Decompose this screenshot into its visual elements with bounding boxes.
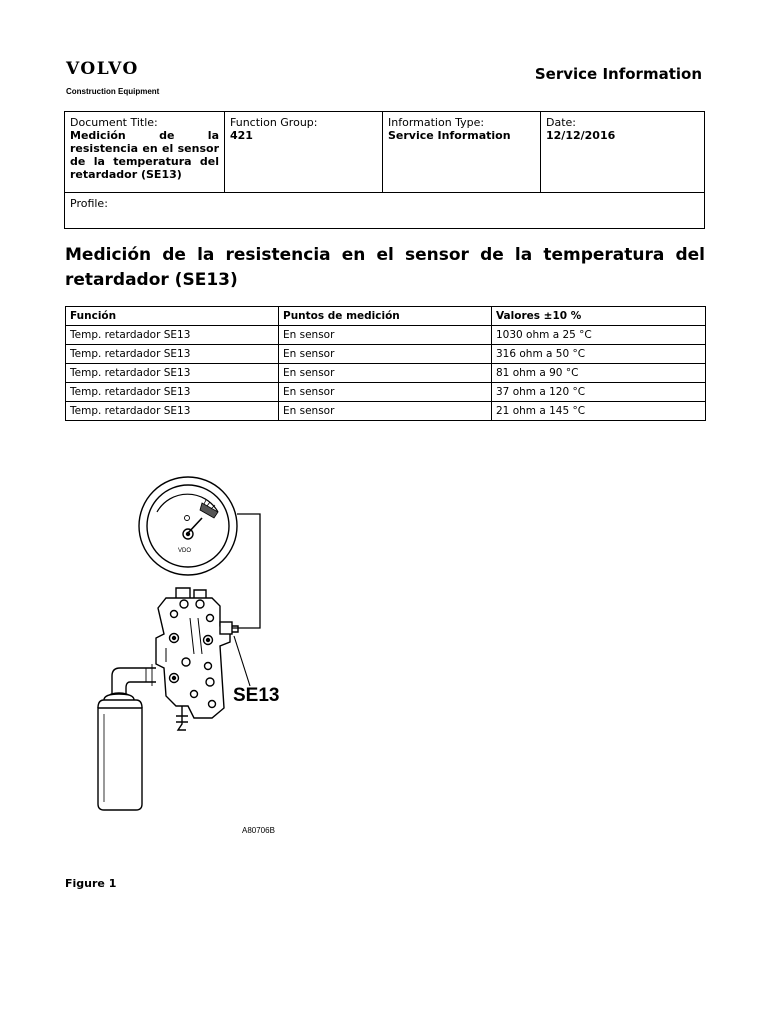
table-header-row [66, 307, 706, 326]
cell-measurement-point: En sensor [279, 402, 492, 421]
retarder-valve-block [156, 588, 238, 730]
profile-label: Profile: [70, 197, 108, 210]
document-metadata-table [64, 111, 705, 229]
cell-function: Temp. retardador SE13 [66, 345, 279, 364]
table-row [66, 345, 706, 364]
document-title-label: Document Title: [70, 116, 158, 129]
sensor-wire [230, 514, 260, 628]
date-value: 12/12/2016 [546, 129, 616, 142]
cell-measurement-point: En sensor [279, 383, 492, 402]
gauge-brand-label: VDO [178, 548, 192, 554]
temperature-gauge [139, 477, 237, 575]
date-label: Date: [546, 116, 576, 129]
cell-value: 81 ohm a 90 °C [492, 364, 706, 383]
cell-value: 37 ohm a 120 °C [492, 383, 706, 402]
date-cell [541, 112, 705, 193]
volvo-logo [66, 60, 176, 96]
information-type-label: Information Type: [388, 116, 485, 129]
measurement-table [65, 306, 706, 421]
cell-value: 21 ohm a 145 °C [492, 402, 706, 421]
table-row [66, 364, 706, 383]
information-type-cell [383, 112, 541, 193]
cell-function: Temp. retardador SE13 [66, 402, 279, 421]
cell-function: Temp. retardador SE13 [66, 364, 279, 383]
function-group-cell [225, 112, 383, 193]
information-type-value: Service Information [388, 129, 511, 142]
cell-value: 316 ohm a 50 °C [492, 345, 706, 364]
sensor-leader-line [234, 636, 250, 686]
figure-caption: Figure 1 [65, 877, 117, 890]
cell-function: Temp. retardador SE13 [66, 326, 279, 345]
table-row [66, 383, 706, 402]
column-header-measurement-points: Puntos de medición [279, 307, 492, 326]
cell-function: Temp. retardador SE13 [66, 383, 279, 402]
cell-measurement-point: En sensor [279, 326, 492, 345]
header-title: Service Information [534, 65, 702, 83]
sensor-callout-label: SE13 [233, 685, 280, 706]
function-group-label: Function Group: [230, 116, 318, 129]
function-group-value: 421 [230, 129, 253, 142]
cell-value: 1030 ohm a 25 °C [492, 326, 706, 345]
page-title: Medición de la resistencia en el sensor de la temperatura del retardador (SE13) [65, 245, 705, 290]
cell-measurement-point: En sensor [279, 364, 492, 383]
document-title-value: Medición de la resistencia en el sensor de la temperatura del retardador (SE13) [70, 129, 219, 181]
logo-wordmark: VOLVO [66, 59, 139, 79]
document-title-cell [65, 112, 225, 193]
figure-image-code: A80706B [242, 826, 275, 835]
logo-subtitle: Construction Equipment [66, 87, 160, 96]
column-header-values: Valores ±10 % [492, 307, 706, 326]
filter-canister [98, 664, 156, 810]
table-row [66, 402, 706, 421]
column-header-function: Función [66, 307, 279, 326]
retarder-sensor-illustration [90, 468, 320, 838]
profile-cell [65, 193, 705, 229]
cell-measurement-point: En sensor [279, 345, 492, 364]
table-row [66, 326, 706, 345]
